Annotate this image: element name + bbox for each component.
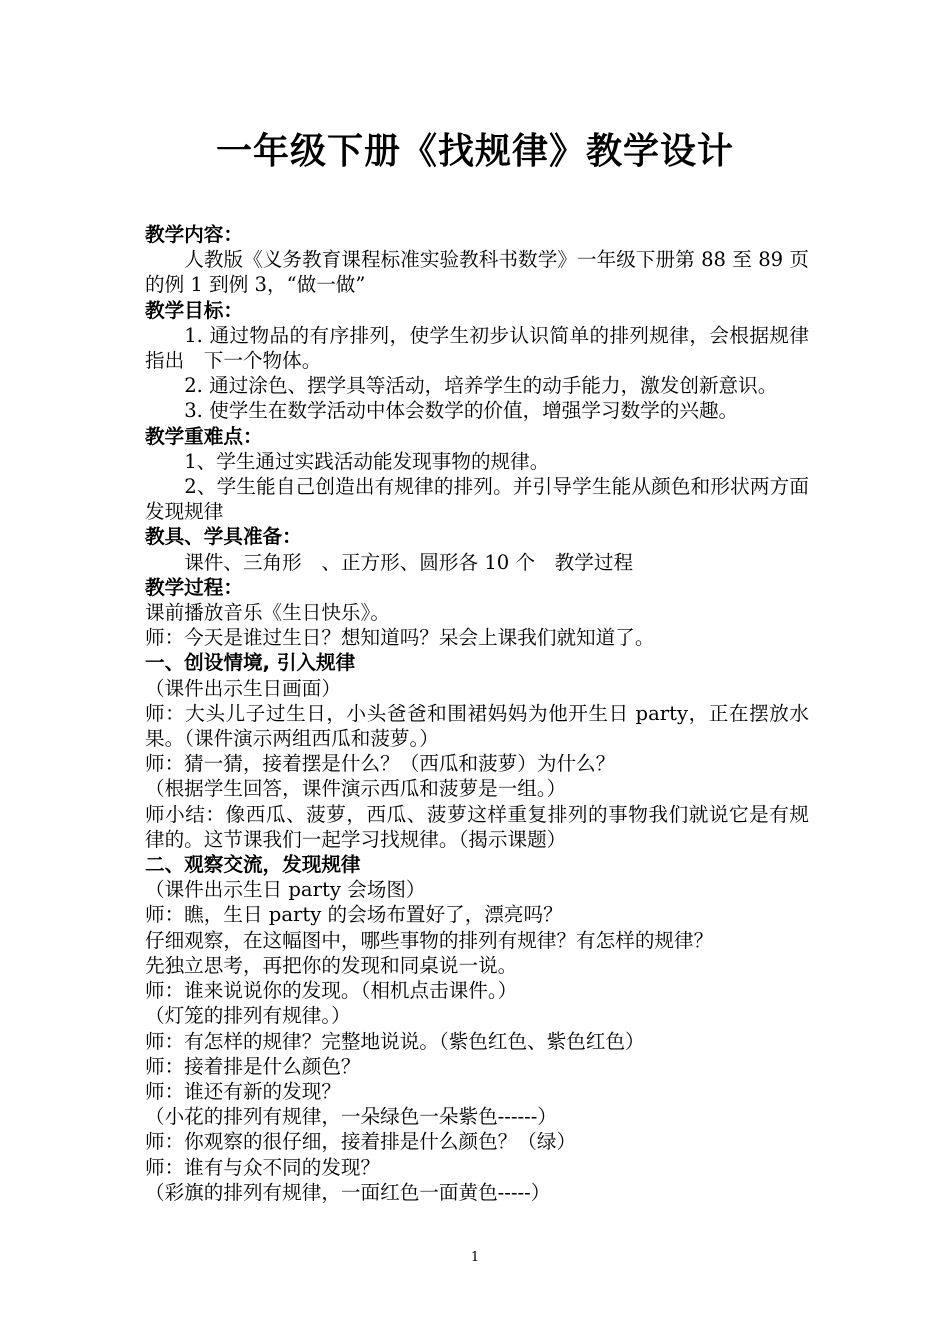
body-text-line: 师小结：像西瓜、菠萝，西瓜、菠萝这样重复排列的事物我们就说它是有规律的。这节课我们一起学习找规律。（揭示课题） xyxy=(145,802,809,851)
indented-paragraph: 课件、三角形 、正方形、圆形各 10 个 教学过程 xyxy=(184,550,634,574)
body-text-line: 师：今天是谁过生日？想知道吗？呆会上课我们就知道了。 xyxy=(145,626,655,650)
body-text-line: 仔细观察，在这幅图中，哪些事物的排列有规律？有怎样的规律？ xyxy=(145,928,714,952)
document-body xyxy=(145,222,809,1205)
section-heading: 教学过程： xyxy=(145,575,243,599)
body-text-line: （根据学生回答，课件演示西瓜和菠萝是一组。） xyxy=(145,777,567,801)
document-title: 一年级下册《找规律》教学设计 xyxy=(215,131,734,172)
section-heading: 教学重难点： xyxy=(145,424,263,448)
body-text-line: 先独立思考，再把你的发现和同桌说一说。 xyxy=(145,953,518,977)
indented-paragraph: 人教版《义务教育课程标准实验教科书数学》一年级下册第 88 至 89 页的例 1 到例 3，“做一做” xyxy=(145,248,809,297)
page-number: 1 xyxy=(470,1250,480,1265)
section-heading: 二、观察交流，发现规律 xyxy=(145,853,361,877)
body-text-line: 师：大头儿子过生日，小头爸爸和围裙妈妈为他开生日 party，正在摆放水果。（课件演示两组西瓜和菠萝。） xyxy=(145,701,809,751)
body-text-line: 课前播放音乐《生日快乐》。 xyxy=(145,601,390,625)
indented-paragraph: 3. 使学生在数学活动中体会数学的价值，增强学习数学的兴趣。 xyxy=(184,399,739,423)
body-text-line: 师：你观察的很仔细，接着排是什么颜色？（绿） xyxy=(145,1130,577,1154)
section-heading: 教具、学具准备： xyxy=(145,525,302,549)
body-text-line: 师：瞧，生日 party 的会场布置好了，漂亮吗？ xyxy=(145,903,563,927)
body-text-line: 师：谁还有新的发现？ xyxy=(145,1079,341,1103)
body-text-line: （课件出示生日 party 会场图） xyxy=(145,878,426,902)
section-heading: 教学目标： xyxy=(145,298,243,322)
section-heading: 一、创设情境, 引入规律 xyxy=(145,651,356,675)
body-text-line: 师：接着排是什么颜色？ xyxy=(145,1054,361,1078)
body-text-line: （课件出示生日画面） xyxy=(145,676,341,700)
indented-paragraph: 2. 通过涂色、摆学具等活动，培养学生的动手能力，激发创新意识。 xyxy=(184,374,778,398)
indented-paragraph: 1. 通过物品的有序排列，使学生初步认识简单的排列规律，会根据规律指出 下一个物体。 xyxy=(145,323,809,373)
body-text-line: 师：有怎样的规律？完整地说说。（紫色红色、紫色红色） xyxy=(145,1029,645,1053)
body-text-line: （彩旗的排列有规律，一面红色一面黄色-----） xyxy=(145,1180,551,1204)
body-text-line: 师：谁有与众不同的发现？ xyxy=(145,1155,381,1179)
indented-paragraph: 1、学生通过实践活动能发现事物的规律。 xyxy=(184,449,550,473)
body-text-line: 师：猜一猜，接着摆是什么？（西瓜和菠萝）为什么？ xyxy=(145,752,616,776)
indented-paragraph: 2、学生能自己创造出有规律的排列。并引导学生能从颜色和形状两方面发现规律 xyxy=(145,475,809,524)
body-text-line: （小花的排列有规律，一朵绿色一朵紫色------） xyxy=(145,1105,558,1129)
body-text-line: 师：谁来说说你的发现。（相机点击课件。） xyxy=(145,979,518,1003)
body-text-line: （灯笼的排列有规律。） xyxy=(145,1004,351,1028)
section-heading: 教学内容： xyxy=(145,223,243,246)
